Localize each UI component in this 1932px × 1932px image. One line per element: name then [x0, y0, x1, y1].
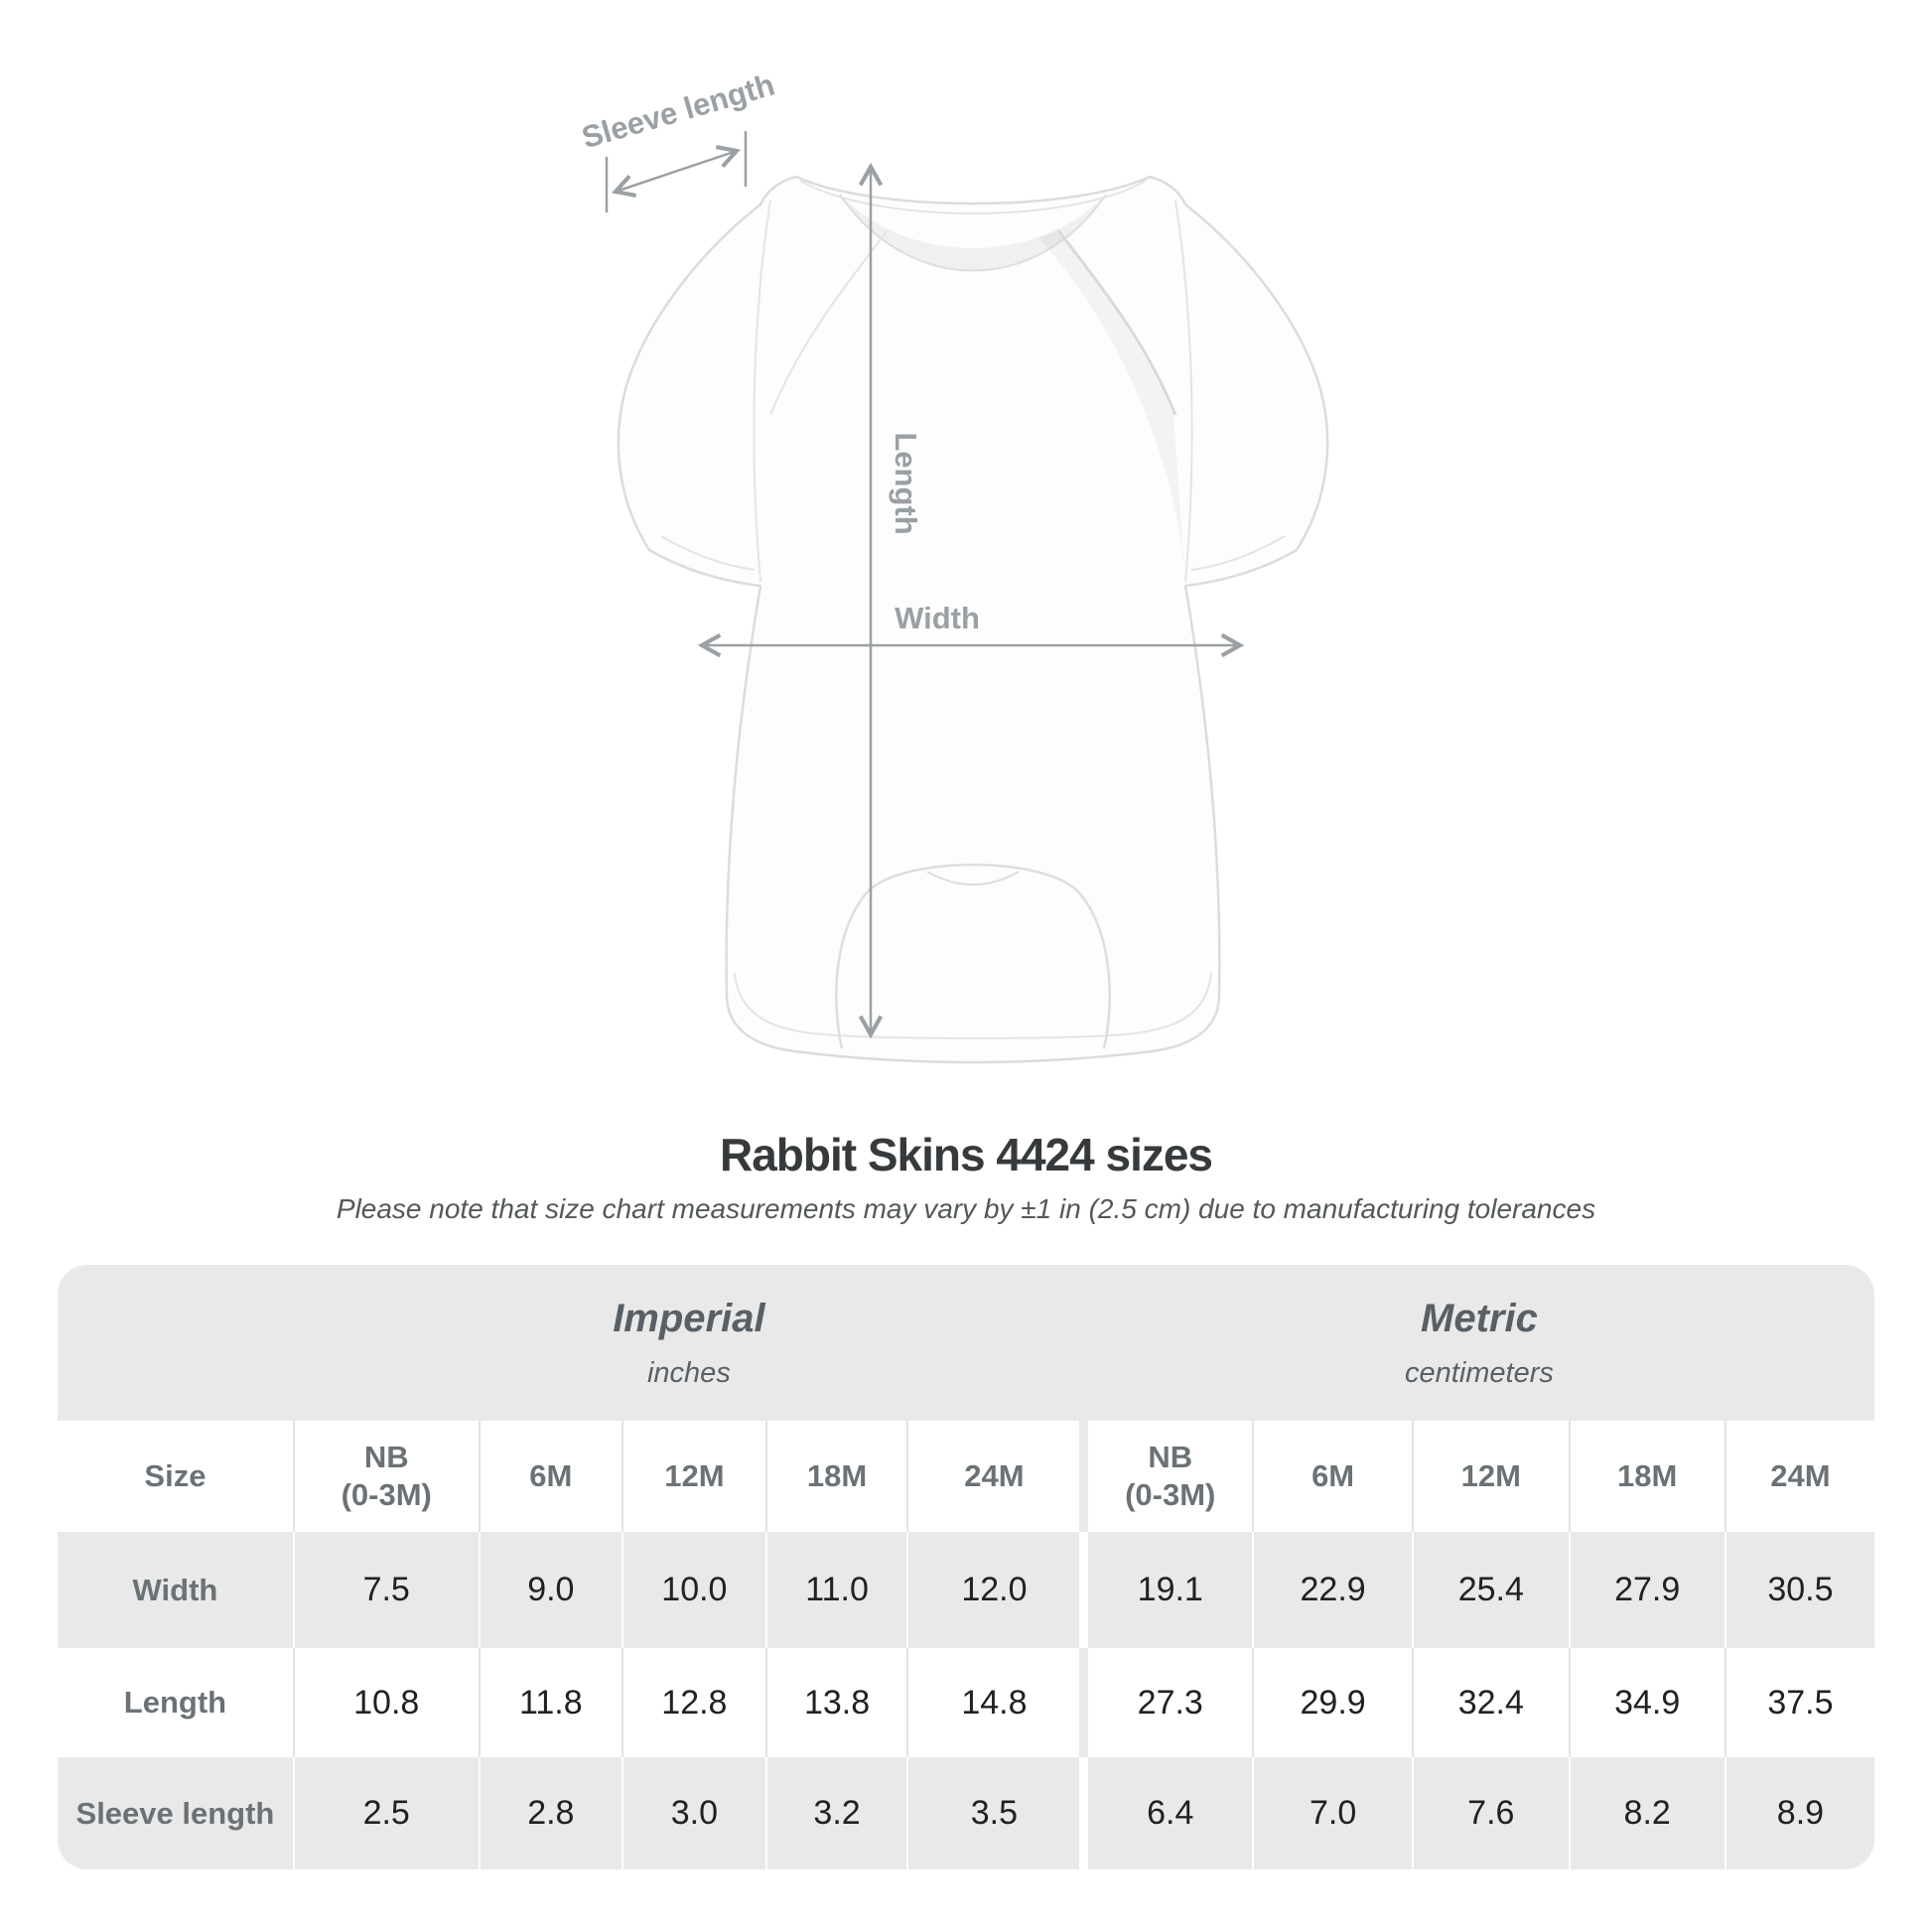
width-row — [58, 1532, 1874, 1648]
length-row — [58, 1648, 1874, 1757]
page-title: Rabbit Skins 4424 sizes — [719, 1129, 1213, 1180]
value-cell: 32.4 — [1413, 1648, 1569, 1757]
width-row-label: Width — [58, 1532, 294, 1648]
col-header-met-6m: 6M — [1253, 1421, 1413, 1532]
value-cell: 13.8 — [766, 1648, 908, 1757]
value-cell: 11.0 — [766, 1532, 908, 1648]
value-cell: 7.6 — [1413, 1757, 1569, 1869]
value-cell: 19.1 — [1084, 1532, 1253, 1648]
value-cell: 29.9 — [1253, 1648, 1413, 1757]
value-cell: 10.8 — [294, 1648, 480, 1757]
metric-units-label: centimeters — [1405, 1356, 1554, 1389]
col-header-met-nb: NB (0-3M) — [1084, 1421, 1253, 1532]
col-header-imp-12m: 12M — [622, 1421, 766, 1532]
value-cell: 8.2 — [1570, 1757, 1725, 1869]
col-header-imp-6m: 6M — [480, 1421, 623, 1532]
col-header-met-18m: 18M — [1570, 1421, 1725, 1532]
value-cell: 3.0 — [622, 1757, 766, 1869]
imperial-units-label: inches — [646, 1356, 731, 1389]
length-row-label: Length — [58, 1648, 294, 1757]
value-cell: 30.5 — [1725, 1532, 1874, 1648]
col-header-imp-nb: NB (0-3M) — [294, 1421, 480, 1532]
value-cell: 12.0 — [907, 1532, 1084, 1648]
imperial-label: Imperial — [613, 1296, 765, 1340]
length-label: Length — [889, 432, 923, 535]
width-label: Width — [895, 601, 980, 635]
size-chart-table — [58, 1265, 1874, 1869]
col-header-met-12m: 12M — [1413, 1421, 1569, 1532]
value-cell: 2.8 — [480, 1757, 623, 1869]
value-cell: 25.4 — [1413, 1532, 1569, 1648]
value-cell: 6.4 — [1084, 1757, 1253, 1869]
value-cell: 27.9 — [1570, 1532, 1725, 1648]
corner-cell — [58, 1265, 294, 1421]
value-cell: 9.0 — [480, 1532, 623, 1648]
value-cell: 37.5 — [1725, 1648, 1874, 1757]
sleeve-length-label: Sleeve length — [578, 67, 778, 156]
value-cell: 12.8 — [622, 1648, 766, 1757]
col-header-imp-24m: 24M — [907, 1421, 1084, 1532]
section-header-imperial — [294, 1265, 1084, 1421]
value-cell: 22.9 — [1253, 1532, 1413, 1648]
col-header-imp-18m: 18M — [766, 1421, 908, 1532]
section-header-metric — [1084, 1265, 1874, 1421]
value-cell: 7.0 — [1253, 1757, 1413, 1869]
size-corner-label: Size — [58, 1421, 294, 1532]
value-cell: 7.5 — [294, 1532, 480, 1648]
value-cell: 8.9 — [1725, 1757, 1874, 1869]
value-cell: 34.9 — [1570, 1648, 1725, 1757]
value-cell: 14.8 — [907, 1648, 1084, 1757]
sleeve-row-label: Sleeve length — [58, 1757, 294, 1869]
value-cell: 3.5 — [907, 1757, 1084, 1869]
value-cell: 11.8 — [480, 1648, 623, 1757]
value-cell: 2.5 — [294, 1757, 480, 1869]
value-cell: 10.0 — [622, 1532, 766, 1648]
col-header-met-24m: 24M — [1725, 1421, 1874, 1532]
metric-label: Metric — [1421, 1296, 1538, 1340]
units-header-row — [58, 1265, 1874, 1421]
value-cell: 27.3 — [1084, 1648, 1253, 1757]
sleeve-length-row — [58, 1757, 1874, 1869]
size-header-row — [58, 1421, 1874, 1532]
page-subtitle: Please note that size chart measurements may vary by ±1 in (2.5 cm) due to manufacturing tolerances — [336, 1193, 1596, 1224]
value-cell: 3.2 — [766, 1757, 908, 1869]
